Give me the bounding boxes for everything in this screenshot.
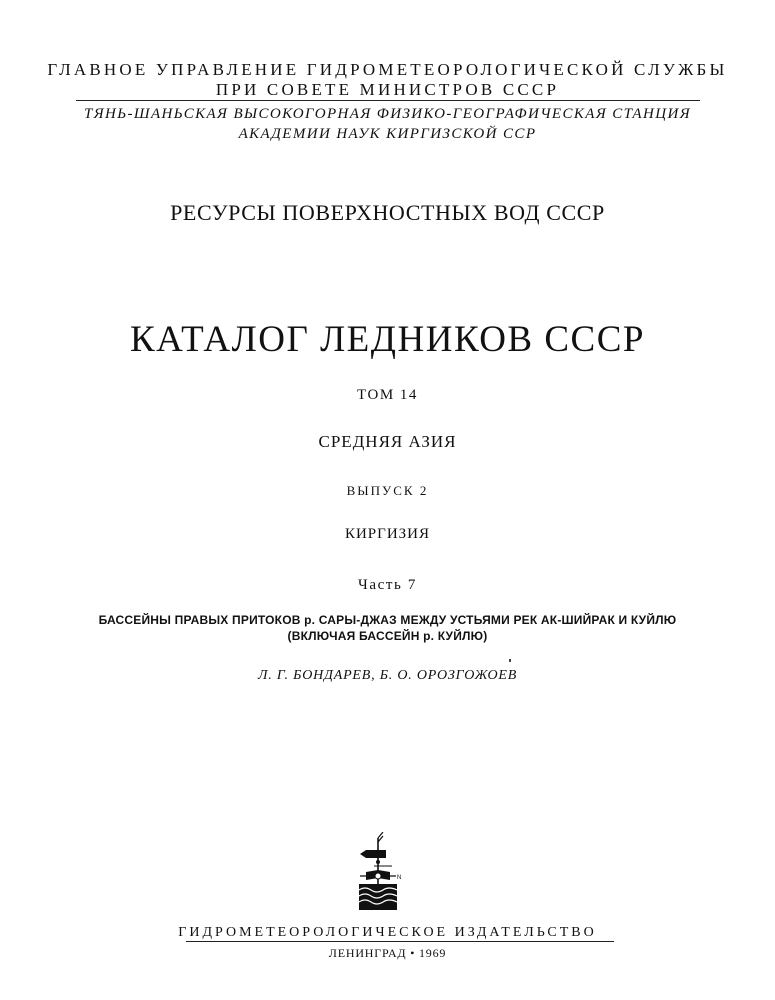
basin-line-1: БАССЕЙНЫ ПРАВЫХ ПРИТОКОВ р. САРЫ-ДЖАЗ МЕЖДУ УСТЬЯМИ РЕК АК-ШИЙРАК И КУЙЛЮ: [98, 613, 677, 627]
book-title: КАТАЛОГ ЛЕДНИКОВ СССР: [130, 319, 645, 360]
basin-description: [0, 612, 775, 644]
publisher-name: ГИДРОМЕТЕОРОЛОГИЧЕСКОЕ ИЗДАТЕЛЬСТВО: [178, 925, 597, 940]
issue-label: ВЫПУСК 2: [346, 483, 429, 498]
print-speck: [509, 659, 511, 662]
header-divider: [76, 100, 700, 101]
part-label: Часть 7: [358, 577, 417, 593]
city-year: ЛЕНИНГРАД • 1969: [328, 946, 447, 960]
station-line-2: АКАДЕМИИ НАУК КИРГИЗСКОЙ ССР: [238, 126, 537, 142]
basin-line-2: (ВКЛЮЧАЯ БАССЕЙН р. КУЙЛЮ): [287, 629, 488, 643]
footer-divider: [186, 941, 614, 942]
station-name: [0, 104, 775, 144]
series-title: РЕСУРСЫ ПОВЕРХНОСТНЫХ ВОД СССР: [170, 200, 605, 225]
volume-label: ТОМ 14: [357, 387, 418, 403]
authors: Л. Г. БОНДАРЕВ, Б. О. ОРОЗГОЖОЕВ: [257, 668, 518, 683]
organization-line-2: ПРИ СОВЕТЕ МИНИСТРОВ СССР: [215, 80, 560, 99]
republic-label: КИРГИЗИЯ: [344, 526, 431, 542]
region-label: СРЕДНЯЯ АЗИЯ: [318, 432, 457, 451]
svg-text:N: N: [397, 875, 402, 881]
station-line-1: ТЯНЬ-ШАНЬСКАЯ ВЫСОКОГОРНАЯ ФИЗИКО-ГЕОГРАФИЧЕСКАЯ СТАНЦИЯ: [84, 106, 691, 122]
organization-name: [0, 60, 775, 100]
organization-line-1: ГЛАВНОЕ УПРАВЛЕНИЕ ГИДРОМЕТЕОРОЛОГИЧЕСКОЙ СЛУЖБЫ: [47, 60, 728, 79]
weather-vane-icon: [352, 832, 404, 912]
